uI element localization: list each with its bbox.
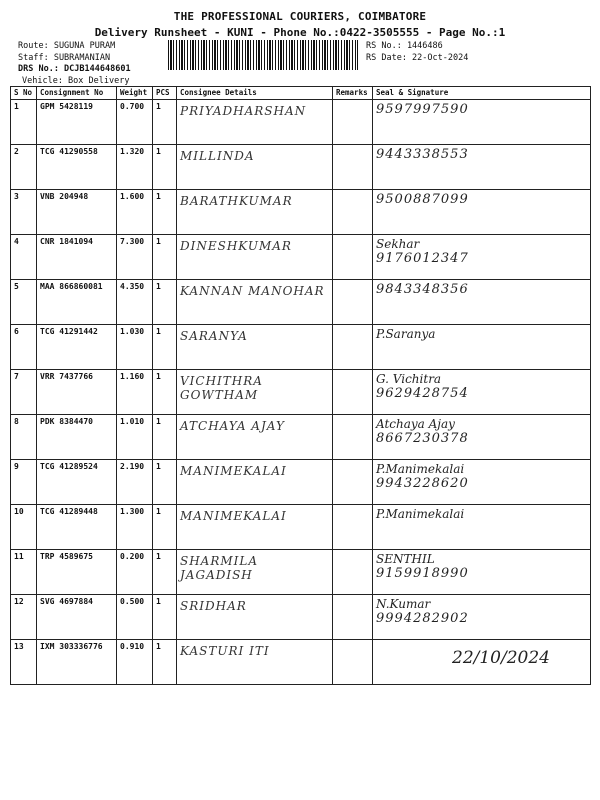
drs-number: DRS No.: DCJB144648601 (18, 64, 131, 74)
cell-weight: 1.600 (117, 190, 153, 235)
cell-signature (373, 280, 591, 325)
cell-pcs: 1 (153, 190, 177, 235)
cell-weight: 0.500 (117, 595, 153, 640)
cell-pcs: 1 (153, 460, 177, 505)
table-row (11, 595, 591, 640)
cell-consignment-no: VRR 7437766 (37, 370, 117, 415)
col-header-weight: Weight (117, 87, 153, 100)
consignee-handwriting: VICHITHRA GOWTHAM (180, 374, 263, 402)
table-row (11, 370, 591, 415)
cell-sno: 13 (11, 640, 37, 685)
cell-signature (373, 100, 591, 145)
receiver-phone: 9159918990 (376, 566, 469, 581)
cell-sno: 2 (11, 145, 37, 190)
cell-sno: 11 (11, 550, 37, 595)
cell-weight: 0.700 (117, 100, 153, 145)
cell-consignment-no: TCG 41291442 (37, 325, 117, 370)
cell-sno: 1 (11, 100, 37, 145)
cell-weight: 1.010 (117, 415, 153, 460)
table-row (11, 235, 591, 280)
cell-consignment-no: TCG 41289448 (37, 505, 117, 550)
receiver-phone: 8667230378 (376, 431, 469, 446)
table-row (11, 460, 591, 505)
consignee-handwriting: MILLINDA (180, 149, 255, 163)
cell-weight: 7.300 (117, 235, 153, 280)
cell-remarks (333, 505, 373, 550)
cell-consignee (177, 235, 333, 280)
table-row (11, 325, 591, 370)
cell-consignee (177, 415, 333, 460)
signature-handwriting: Atchaya Ajay (376, 417, 455, 431)
rs-block (366, 40, 468, 64)
signature-handwriting: P.Manimekalai (376, 507, 465, 521)
route-label: Route: SUGUNA PURAM (18, 41, 116, 51)
cell-consignee (177, 640, 333, 685)
consignee-handwriting: KASTURI ITI (180, 644, 270, 658)
cell-signature (373, 415, 591, 460)
handwritten-date: 22/10/2024 (452, 648, 550, 668)
signature-handwriting: P.Manimekalai (376, 462, 465, 476)
cell-weight: 1.160 (117, 370, 153, 415)
signature-handwriting: G. Vichitra (376, 372, 442, 386)
receiver-phone: 9500887099 (376, 192, 469, 207)
consignee-handwriting: SRIDHAR (180, 599, 247, 613)
col-header-sno: S No (11, 87, 37, 100)
vehicle-label: Vehicle: Box Delivery (22, 76, 130, 86)
cell-sno: 3 (11, 190, 37, 235)
receiver-phone: 9176012347 (376, 251, 469, 266)
cell-consignment-no: PDK 8384470 (37, 415, 117, 460)
cell-pcs: 1 (153, 595, 177, 640)
receiver-phone: 9943228620 (376, 476, 469, 491)
consignee-handwriting: MANIMEKALAI (180, 509, 287, 523)
cell-sno: 5 (11, 280, 37, 325)
table-row (11, 190, 591, 235)
cell-signature (373, 505, 591, 550)
table-row (11, 100, 591, 145)
cell-consignment-no: CNR 1841094 (37, 235, 117, 280)
runsheet-table (10, 86, 591, 685)
cell-remarks (333, 235, 373, 280)
cell-sno: 12 (11, 595, 37, 640)
cell-signature (373, 325, 591, 370)
cell-sno: 7 (11, 370, 37, 415)
cell-weight: 1.300 (117, 505, 153, 550)
receiver-phone: 9443338553 (376, 147, 469, 162)
receiver-phone: 9597997590 (376, 102, 469, 117)
signature-handwriting: SENTHIL (376, 552, 435, 566)
col-header-consignee: Consignee Details (177, 87, 333, 100)
consignee-handwriting: SHARMILA JAGADISH (180, 554, 259, 582)
staff-label: Staff: SUBRAMANIAN (18, 53, 111, 63)
cell-remarks (333, 550, 373, 595)
cell-signature (373, 235, 591, 280)
cell-remarks (333, 595, 373, 640)
runsheet-subtitle: Delivery Runsheet - KUNI - Phone No.:0422-3505555 - Page No.:1 (94, 26, 506, 39)
cell-consignee (177, 190, 333, 235)
cell-consignee (177, 280, 333, 325)
cell-remarks (333, 100, 373, 145)
cell-consignment-no: TCG 41289524 (37, 460, 117, 505)
cell-consignment-no: TRP 4589675 (37, 550, 117, 595)
cell-consignee (177, 505, 333, 550)
cell-remarks (333, 640, 373, 685)
cell-pcs: 1 (153, 370, 177, 415)
receiver-phone: 9629428754 (376, 386, 469, 401)
barcode (168, 40, 358, 70)
consignee-handwriting: DINESHKUMAR (180, 239, 292, 253)
table-row (11, 550, 591, 595)
signature-handwriting: P.Saranya (376, 327, 436, 341)
route-staff-block (18, 40, 115, 64)
cell-sno: 4 (11, 235, 37, 280)
cell-sno: 6 (11, 325, 37, 370)
cell-consignee (177, 550, 333, 595)
cell-consignee (177, 145, 333, 190)
cell-sno: 8 (11, 415, 37, 460)
table-row (11, 145, 591, 190)
cell-consignee (177, 370, 333, 415)
cell-remarks (333, 145, 373, 190)
cell-consignment-no: VNB 204948 (37, 190, 117, 235)
cell-remarks (333, 370, 373, 415)
consignee-handwriting: ATCHAYA AJAY (180, 419, 285, 433)
cell-pcs: 1 (153, 505, 177, 550)
cell-sno: 9 (11, 460, 37, 505)
cell-pcs: 1 (153, 640, 177, 685)
cell-consignment-no: SVG 4697884 (37, 595, 117, 640)
table-row (11, 415, 591, 460)
cell-signature (373, 595, 591, 640)
cell-pcs: 1 (153, 325, 177, 370)
consignee-handwriting: PRIYADHARSHAN (180, 104, 307, 118)
cell-pcs: 1 (153, 550, 177, 595)
cell-consignment-no: TCG 41290558 (37, 145, 117, 190)
company-title: THE PROFESSIONAL COURIERS, COIMBATORE (173, 10, 427, 23)
signature-handwriting: Sekhar (376, 237, 420, 251)
consignee-handwriting: MANIMEKALAI (180, 464, 287, 478)
cell-weight: 1.030 (117, 325, 153, 370)
cell-pcs: 1 (153, 415, 177, 460)
receiver-phone: 9994282902 (376, 611, 469, 626)
cell-weight: 4.350 (117, 280, 153, 325)
table-row (11, 505, 591, 550)
cell-signature (373, 550, 591, 595)
cell-signature (373, 190, 591, 235)
consignee-handwriting: BARATHKUMAR (180, 194, 293, 208)
consignee-handwriting: SARANYA (180, 329, 248, 343)
cell-pcs: 1 (153, 145, 177, 190)
receiver-phone: 9843348356 (376, 282, 469, 297)
cell-weight: 0.910 (117, 640, 153, 685)
cell-sno: 10 (11, 505, 37, 550)
cell-remarks (333, 460, 373, 505)
cell-pcs: 1 (153, 280, 177, 325)
col-header-signature: Seal & Signature (373, 87, 591, 100)
cell-weight: 0.200 (117, 550, 153, 595)
cell-consignee (177, 325, 333, 370)
cell-consignment-no: MAA 866860081 (37, 280, 117, 325)
cell-remarks (333, 190, 373, 235)
consignee-handwriting: KANNAN MANOHAR (180, 284, 325, 298)
cell-pcs: 1 (153, 235, 177, 280)
table-header-row (11, 87, 591, 100)
signature-handwriting: N.Kumar (376, 597, 431, 611)
cell-remarks (333, 415, 373, 460)
rs-number: RS No.: 1446486 (366, 41, 443, 51)
cell-remarks (333, 280, 373, 325)
cell-signature (373, 145, 591, 190)
col-header-consignment: Consignment No (37, 87, 117, 100)
cell-consignment-no: GPM 5428119 (37, 100, 117, 145)
rs-date: RS Date: 22-Oct-2024 (366, 53, 469, 63)
col-header-pcs: PCS (153, 87, 177, 100)
col-header-remarks: Remarks (333, 87, 373, 100)
cell-consignee (177, 460, 333, 505)
cell-remarks (333, 325, 373, 370)
table-row (11, 280, 591, 325)
cell-weight: 1.320 (117, 145, 153, 190)
cell-signature (373, 460, 591, 505)
cell-consignment-no: IXM 303336776 (37, 640, 117, 685)
cell-signature (373, 370, 591, 415)
cell-consignee (177, 595, 333, 640)
cell-weight: 2.190 (117, 460, 153, 505)
cell-pcs: 1 (153, 100, 177, 145)
cell-consignee (177, 100, 333, 145)
